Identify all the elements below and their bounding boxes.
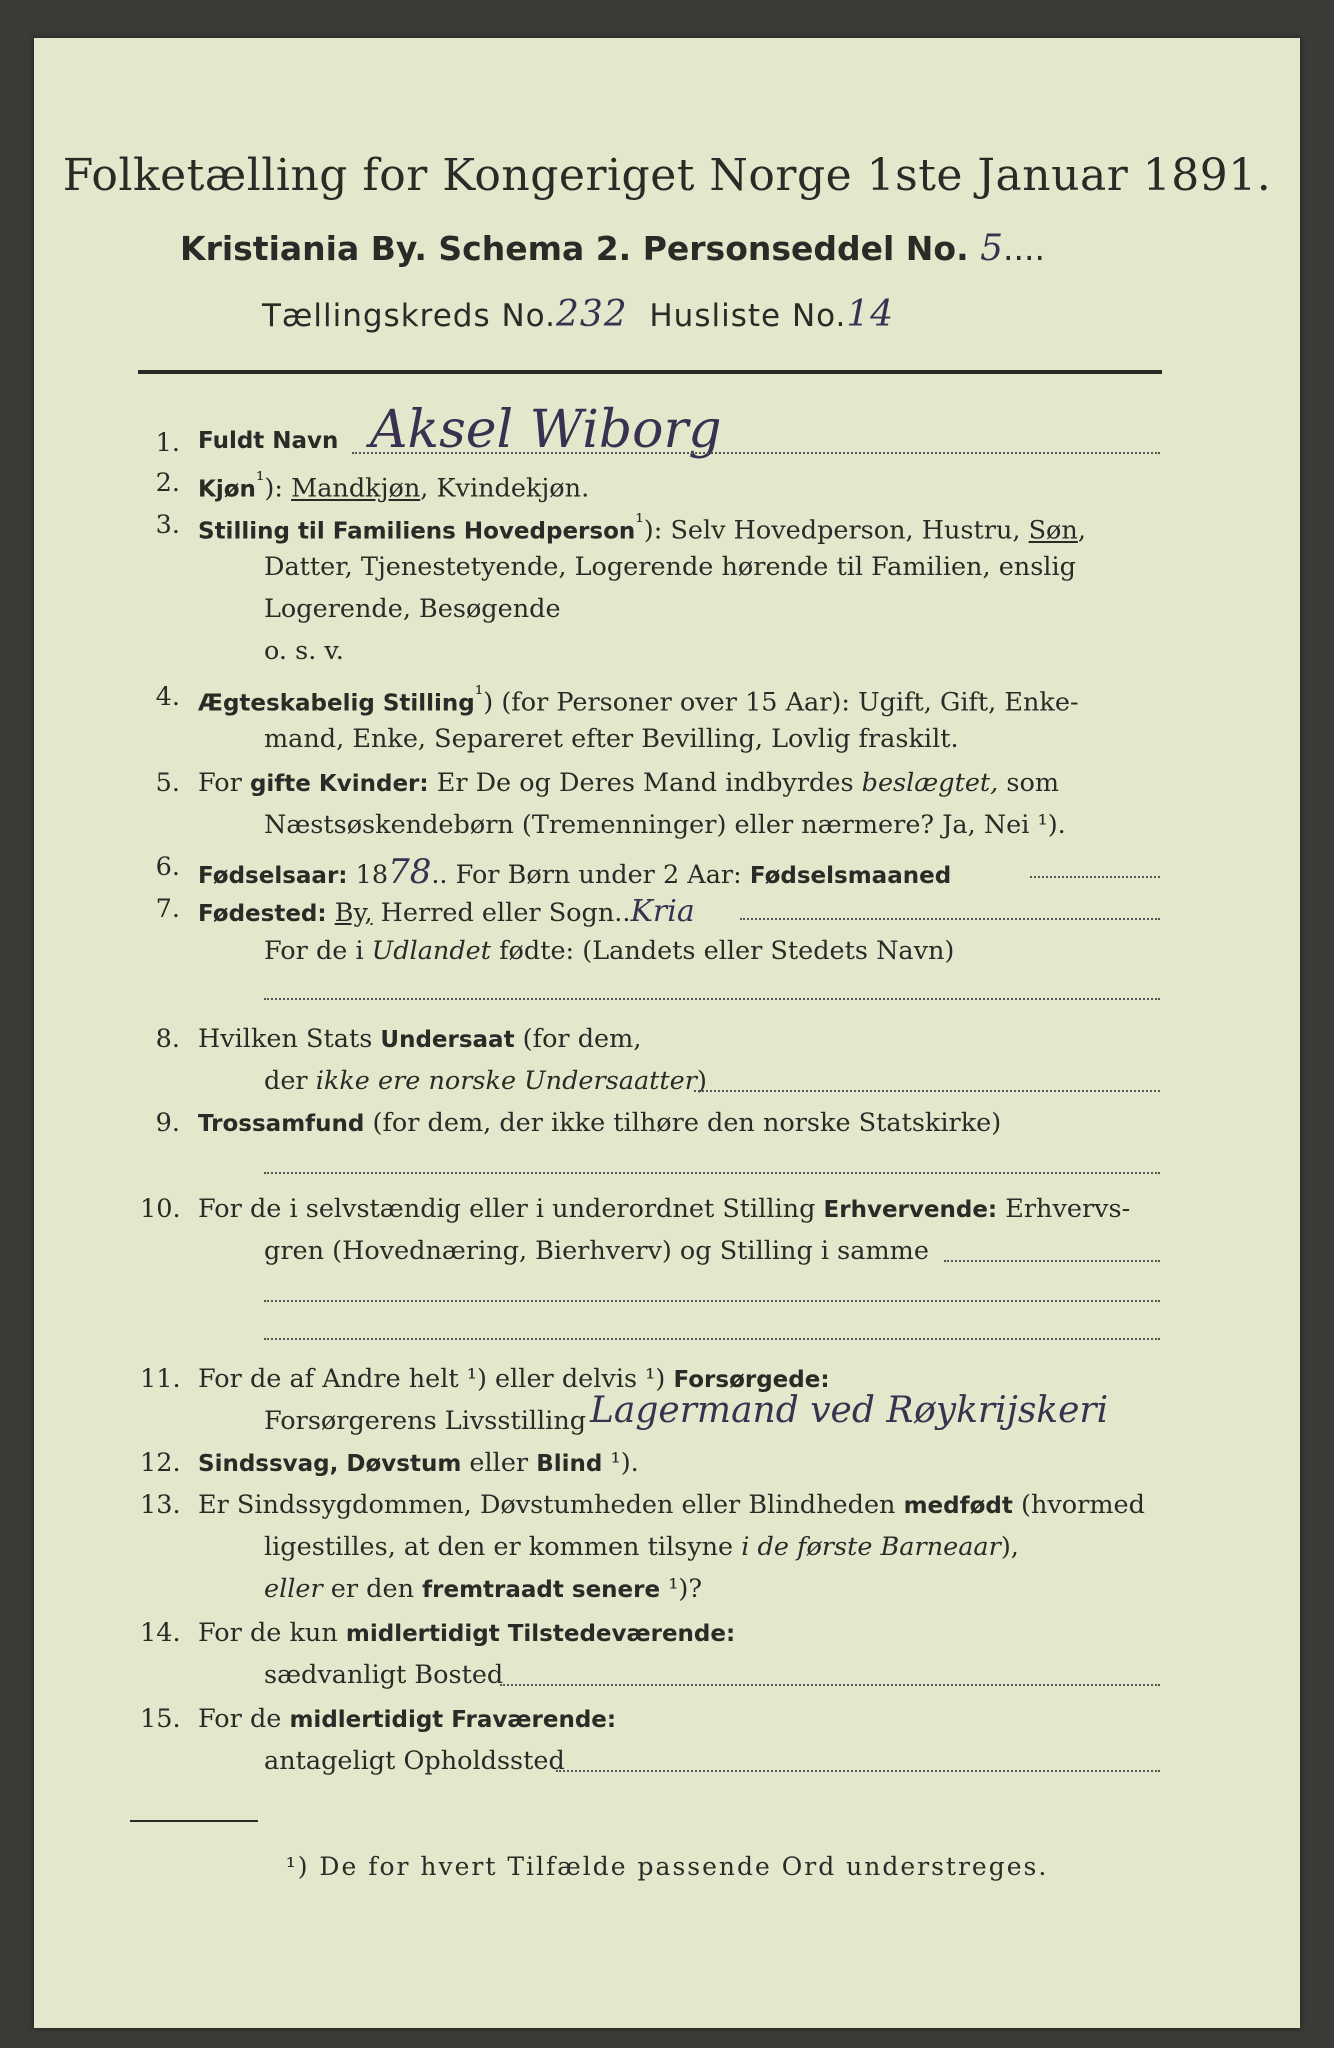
field-text: For <box>198 768 250 798</box>
footnote-mark: ¹ <box>635 510 644 535</box>
item-number: 6. <box>155 852 180 882</box>
footnote: ¹) De for hvert Tilfælde passende Ord understreges. <box>285 1852 1049 1881</box>
field-text-italic: ikke ere norske Undersaatter <box>315 1066 697 1096</box>
item-15-line-2: antageligt Opholdssted <box>264 1746 565 1776</box>
item-number: 13. <box>140 1490 181 1520</box>
item-number: 9. <box>155 1108 180 1138</box>
item-number: 3. <box>155 510 180 540</box>
field-text-italic: Udlandet <box>371 936 491 966</box>
birthplace-value: Kria <box>630 894 695 929</box>
field-text: ) (for Personer over 15 Aar): Ugift, Gift, Enke- <box>483 687 1079 718</box>
field-label: midlertidigt Tilstedeværende: <box>345 1621 736 1647</box>
schema-line: Kristiania By. Schema 2. Personseddel No. 5.... <box>180 228 1046 269</box>
field-label: midlertidigt Fraværende: <box>289 1707 617 1733</box>
field-text: som <box>998 768 1060 798</box>
field-text: ): Selv Hovedperson, Hustru, <box>643 515 1029 546</box>
footnote-mark: ¹ <box>474 682 484 707</box>
item-number: 11. <box>140 1364 181 1394</box>
item-3-line-2: Datter, Tjenestetyende, Logerende hørende til Familien, enslig <box>264 552 1076 582</box>
taellingskreds-label: Tællingskreds No. <box>262 298 556 334</box>
field-label: Kjøn <box>198 476 256 503</box>
whereabouts-dotted-line <box>556 1770 1160 1772</box>
field-text: ¹). <box>602 1448 639 1478</box>
item-11-line-2: Forsørgerens Livsstilling <box>264 1406 587 1436</box>
field-text: For de <box>198 1704 290 1734</box>
field-label: Trossamfund <box>198 1111 365 1137</box>
field-label: medfødt <box>903 1493 1013 1519</box>
birth-month-dotted-line <box>1030 876 1160 878</box>
field-text: 18 <box>347 860 389 890</box>
husliste-number: 14 <box>846 294 895 335</box>
item-number: 12. <box>140 1448 181 1478</box>
district-line <box>262 294 894 335</box>
field-text: For de i selvstændig eller i underordnet Stilling <box>198 1194 824 1224</box>
field-label: fremtraadt senere <box>422 1577 661 1603</box>
field-label: gifte Kvinder: <box>249 771 429 797</box>
field-text: For de i <box>264 936 372 966</box>
husliste-label: Husliste No. <box>649 298 847 334</box>
field-text: eller <box>461 1448 537 1478</box>
field-label: Blind <box>536 1451 603 1477</box>
field-text: ), <box>1000 1532 1019 1562</box>
item-4-line-2: mand, Enke, Separeret efter Bevilling, Lovlig fraskilt. <box>264 724 959 754</box>
item-number: 7. <box>155 894 180 924</box>
field-text-italic: beslægtet, <box>861 768 999 798</box>
field-text: Herred eller Sogn <box>372 898 615 928</box>
item-number: 14. <box>140 1618 181 1648</box>
item-number: 4. <box>155 682 180 712</box>
form-title: Folketælling for Kongeriget Norge 1ste Januar 1891. <box>62 150 1272 201</box>
item-number: 5. <box>155 768 180 798</box>
field-text-italic: eller <box>264 1574 323 1604</box>
field-label: Sindssvag, Døvstum <box>198 1451 462 1477</box>
occupation-dotted-line-3 <box>264 1338 1160 1340</box>
item-13-line-3 <box>264 1574 702 1604</box>
selected-option: Mandkjøn <box>291 473 421 504</box>
item-10-line-2: gren (Hovednæring, Bierhverv) og Stilling i samme <box>264 1236 929 1266</box>
selected-option: Søn <box>1028 515 1078 546</box>
field-text: Er De og Deres Mand indbyrdes <box>428 768 862 798</box>
name-value: Aksel Wiborg <box>370 400 722 460</box>
field-label: Stilling til Familiens Hovedperson <box>198 518 636 545</box>
field-text: ¹)? <box>660 1574 703 1604</box>
item-7-line-2 <box>264 936 954 966</box>
field-text: , <box>1077 515 1086 546</box>
foreign-birthplace-dotted-line <box>264 998 1160 1000</box>
item-14-line-2: sædvanligt Bosted <box>264 1660 504 1690</box>
field-label: Fødselsaar: <box>198 863 348 889</box>
field-text: Erhvervs- <box>997 1194 1131 1224</box>
item-5-line-2: Næstsøskendebørn (Tremenninger) eller nærmere? Ja, Nei ¹). <box>264 810 1066 840</box>
item-number: 8. <box>155 1024 180 1054</box>
item-3-line-4: o. s. v. <box>264 636 344 666</box>
footnote-rule <box>130 1820 258 1822</box>
taellingskreds-number: 232 <box>555 294 628 335</box>
field-text: ) <box>696 1066 707 1096</box>
schema-line-label: Kristiania By. Schema 2. Personseddel No. <box>180 229 969 268</box>
residence-dotted-line <box>500 1684 1160 1686</box>
field-label: Forsørgede: <box>673 1367 830 1393</box>
item-3-line-3: Logerende, Besøgende <box>264 594 561 624</box>
field-text: For de kun <box>198 1618 346 1648</box>
item-number: 1. <box>155 428 180 458</box>
birthplace-dotted-line <box>740 918 1160 920</box>
field-text: der <box>264 1066 316 1096</box>
item-number: 15. <box>140 1704 181 1734</box>
birth-year-value: 78 <box>388 852 432 892</box>
item-number: 10. <box>140 1194 181 1224</box>
item-number: 2. <box>155 468 180 498</box>
field-text-italic: i de første Barneaar <box>741 1532 1001 1562</box>
provider-occupation-value: Lagermand ved Røykrijskeri <box>590 1390 1109 1431</box>
field-text: Er Sindssygdommen, Døvstumheden eller Blindheden <box>198 1490 904 1520</box>
field-text: er den <box>322 1574 423 1604</box>
field-label: Ægteskabelig Stilling <box>198 690 475 717</box>
field-label: Undersaat <box>380 1027 515 1053</box>
field-label: Fødselsmaaned <box>749 863 952 889</box>
religion-dotted-line <box>264 1172 1160 1174</box>
selected-option: By, <box>334 898 373 928</box>
field-text: ): <box>264 473 292 504</box>
field-text: , Kvindekjøn. <box>420 473 590 504</box>
item-8-line-2 <box>264 1066 707 1096</box>
occupation-dotted-line-2 <box>264 1300 1160 1302</box>
citizenship-dotted-line <box>694 1090 1160 1092</box>
personseddel-number: 5 <box>980 228 1004 269</box>
name-dotted-line <box>352 452 1160 454</box>
item-13-line-2 <box>264 1532 1019 1562</box>
field-text: ligestilles, at den er kommen tilsyne <box>264 1532 742 1562</box>
field-text: Hvilken Stats <box>198 1024 381 1054</box>
field-text: (for dem, <box>514 1024 642 1054</box>
field-text: For Børn under 2 Aar: <box>447 860 750 890</box>
footnote-mark: ¹ <box>255 468 265 493</box>
field-text: fødte: (Landets eller Stedets Navn) <box>491 936 955 966</box>
field-text: For de af Andre helt ¹) eller delvis ¹) <box>198 1364 674 1394</box>
field-label: Fødested: <box>198 901 327 927</box>
field-text: (hvormed <box>1012 1490 1145 1520</box>
field-text: (for dem, der ikke tilhøre den norske Statskirke) <box>364 1108 1002 1138</box>
occupation-dotted-line <box>944 1260 1160 1262</box>
field-label: Fuldt Navn <box>198 428 339 454</box>
header-rule <box>138 370 1162 374</box>
field-label: Erhvervende: <box>823 1197 998 1223</box>
